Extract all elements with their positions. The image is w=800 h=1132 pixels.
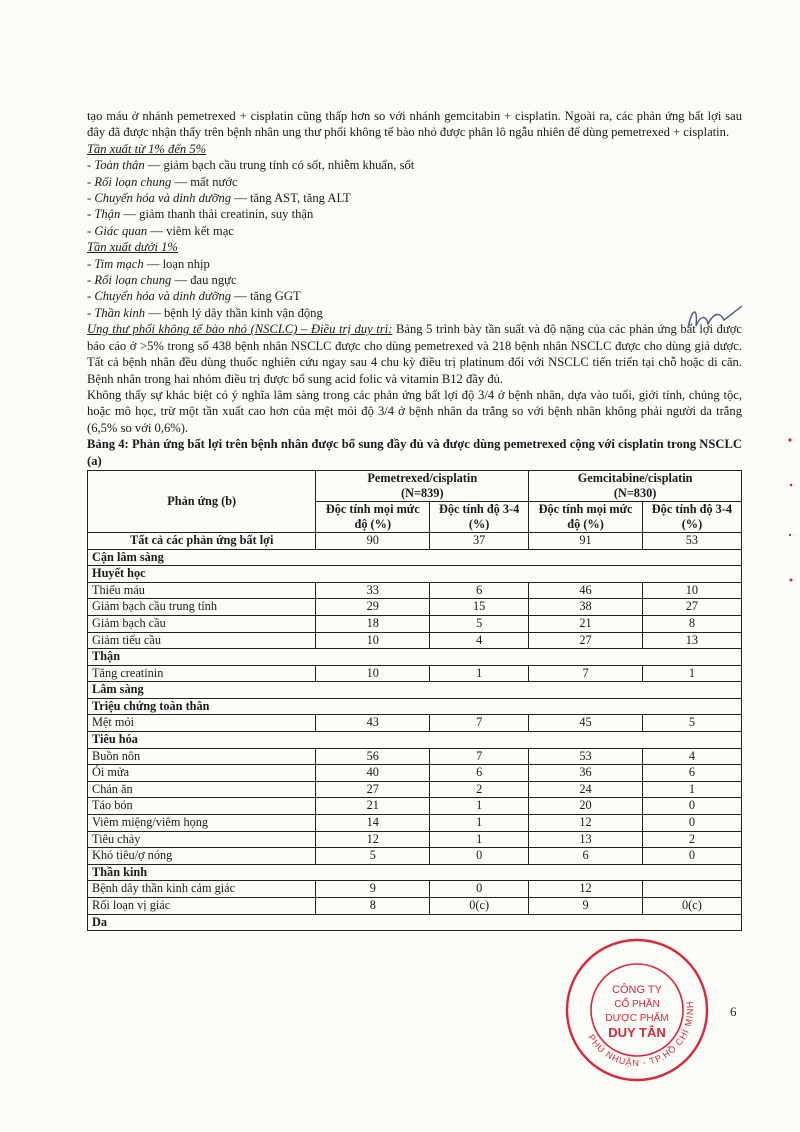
table-category-row [88, 732, 742, 749]
reaction-label: Rối loạn vị giác [88, 898, 316, 915]
value-cell: 21 [316, 798, 430, 815]
stamp-seal-icon [562, 935, 712, 1085]
value-cell: 0(c) [642, 898, 741, 915]
col-reaction-header: Phản ứng (b) [88, 470, 316, 532]
table-category-row [88, 549, 742, 566]
value-cell: 36 [529, 765, 643, 782]
company-stamp [562, 935, 712, 1085]
value-cell: 4 [430, 632, 529, 649]
sub-all-grades-2: Độc tính mọi mức độ (%) [529, 501, 643, 532]
freq-under-1-item-text: — tăng GGT [231, 289, 301, 304]
category-label: Thận [88, 649, 742, 666]
freq-1-5-item [87, 206, 742, 222]
category-label: Thần kinh [88, 864, 742, 881]
subgroup-paragraph: Không thấy sự khác biệt có ý nghĩa lâm sàng trong các phản ứng bất lợi độ 3/4 ở bệnh nhân, dựa vào tuổi, giới tính, chủng tộc, hoặc mô học, trừ một tần xuất cao hơn của mệt mỏi độ 3/4 ở bệnh nhân da trắng so với bệnh nhân không phải người da trắng (6,5% so với 0,6%). [87, 387, 742, 435]
value-cell: 1 [642, 665, 741, 682]
value-cell: 53 [642, 532, 741, 549]
reaction-label: Ói mửa [88, 765, 316, 782]
page-number: 6 [730, 1004, 737, 1019]
value-cell: 9 [529, 898, 643, 915]
value-cell: 7 [430, 715, 529, 732]
table-row [88, 881, 742, 898]
table-category-row [88, 864, 742, 881]
svg-text:PHÚ NHUẬN - TP.HỒ CHÍ MINH: PHÚ NHUẬN - TP.HỒ CHÍ MINH [586, 1000, 696, 1069]
group-gemcitabine-n: (N=830) [613, 485, 657, 500]
value-cell: 0 [642, 848, 741, 865]
reaction-label: Khó tiêu/ợ nóng [88, 848, 316, 865]
value-cell: 33 [316, 582, 430, 599]
value-cell: 9 [316, 881, 430, 898]
value-cell: 5 [430, 615, 529, 632]
value-cell: 10 [316, 632, 430, 649]
value-cell: 0(c) [430, 898, 529, 915]
freq-under-1-item-label: - Rối loạn chung [87, 273, 172, 288]
value-cell: 8 [642, 615, 741, 632]
svg-text:DƯỢC PHẨM: DƯỢC PHẨM [605, 1013, 669, 1024]
value-cell: 14 [316, 815, 430, 832]
sub-all-grades-1: Độc tính mọi mức độ (%) [316, 501, 430, 532]
reaction-label: Mệt mỏi [88, 715, 316, 732]
freq-under-1-item-text: — loạn nhịp [143, 256, 210, 271]
value-cell: 20 [529, 798, 643, 815]
table-row [88, 665, 742, 682]
value-cell: 29 [316, 599, 430, 616]
freq-1-5-section [87, 141, 742, 239]
value-cell: 5 [316, 848, 430, 865]
sub-grade34-1: Độc tính độ 3-4 (%) [430, 501, 529, 532]
freq-under-1-item [87, 256, 742, 272]
value-cell: 53 [529, 748, 643, 765]
value-cell: 0 [430, 881, 529, 898]
group-gemcitabine-name: Gemcitabine/cisplatin [577, 470, 693, 485]
reaction-label: Tất cả các phản ứng bất lợi [88, 532, 316, 549]
freq-1-5-list [87, 157, 742, 239]
value-cell: 6 [430, 765, 529, 782]
category-label: Triệu chứng toàn thân [88, 698, 742, 715]
freq-1-5-item-text: — mất nước [171, 174, 238, 189]
value-cell: 45 [529, 715, 643, 732]
value-cell: 6 [642, 765, 741, 782]
value-cell: 12 [316, 831, 430, 848]
reaction-label: Giảm bạch cầu trung tính [88, 599, 316, 616]
value-cell: 2 [642, 831, 741, 848]
value-cell: 2 [430, 781, 529, 798]
table-row [88, 715, 742, 732]
value-cell: 1 [430, 798, 529, 815]
intro-paragraph: tạo máu ở nhánh pemetrexed + cisplatin cũng thấp hơn so với nhánh gemcitabin + cisplatin. Ngoài ra, các phản ứng bất lợi sau đây đã được nhận thấy trên bệnh nhân ung thư phổi không tế bào nhỏ được phân lô ngẫu nhiên để dùng pemetrexed + cisplatin. [87, 109, 742, 140]
freq-1-5-item [87, 174, 742, 190]
table-row [88, 898, 742, 915]
value-cell: 40 [316, 765, 430, 782]
table-row [88, 599, 742, 616]
value-cell: 12 [529, 881, 643, 898]
value-cell: 43 [316, 715, 430, 732]
value-cell: 7 [529, 665, 643, 682]
value-cell: 56 [316, 748, 430, 765]
value-cell: 1 [430, 665, 529, 682]
reaction-label: Thiếu máu [88, 582, 316, 599]
table-row [88, 831, 742, 848]
group-pemetrexed-name: Pemetrexed/cisplatin [367, 470, 478, 485]
freq-under-1-item [87, 288, 742, 304]
value-cell: 0 [430, 848, 529, 865]
value-cell: 46 [529, 582, 643, 599]
table-title: Bảng 4: Phản ứng bất lợi trên bệnh nhân được bổ sung đầy đủ và được dùng pemetrexed cộng với cisplatin trong NSCLC (a) [87, 437, 742, 468]
table-category-row [88, 682, 742, 699]
value-cell: 15 [430, 599, 529, 616]
value-cell: 10 [642, 582, 741, 599]
table-row [88, 615, 742, 632]
reaction-label: Giảm tiểu cầu [88, 632, 316, 649]
svg-text:CÔNG TY: CÔNG TY [612, 984, 662, 996]
value-cell: 27 [316, 781, 430, 798]
freq-under-1-item-label: - Chuyển hóa và dinh dưỡng [87, 289, 232, 304]
reaction-label: Chán ăn [88, 781, 316, 798]
value-cell: 90 [316, 532, 430, 549]
category-label: Lâm sàng [88, 682, 742, 699]
freq-1-5-item-label: - Toàn thân [87, 158, 145, 173]
group-pemetrexed-header [316, 470, 529, 501]
value-cell: 38 [529, 599, 643, 616]
freq-1-5-item-label: - Giác quan [87, 223, 148, 238]
value-cell: 1 [642, 781, 741, 798]
table-category-row [88, 649, 742, 666]
value-cell: 18 [316, 615, 430, 632]
value-cell: 12 [529, 815, 643, 832]
value-cell: 1 [430, 831, 529, 848]
value-cell: 8 [316, 898, 430, 915]
freq-1-5-item-text: — giảm bạch cầu trung tính có sốt, nhiễm khuẩn, sốt [144, 158, 415, 173]
reaction-label: Tiêu chảy [88, 831, 316, 848]
svg-text:CỔ PHẦN: CỔ PHẦN [614, 999, 660, 1010]
group-gemcitabine-header [529, 470, 742, 501]
adverse-reactions-table [87, 470, 742, 931]
table-row [88, 632, 742, 649]
freq-under-1-item-text: — đau ngực [171, 273, 237, 288]
category-label: Da [88, 914, 742, 931]
table-category-row [88, 698, 742, 715]
value-cell: 24 [529, 781, 643, 798]
reaction-label: Táo bón [88, 798, 316, 815]
freq-under-1-section [87, 239, 742, 321]
freq-1-5-item-label: - Thận [87, 207, 121, 222]
table-row [88, 798, 742, 815]
freq-1-5-item-text: — giảm thanh thải creatinin, suy thận [120, 207, 314, 222]
table-row [88, 765, 742, 782]
table-row [88, 848, 742, 865]
value-cell: 0 [642, 798, 741, 815]
category-label: Tiêu hóa [88, 732, 742, 749]
freq-1-5-item-text: — viêm kết mạc [147, 223, 234, 238]
reaction-label: Tăng creatinin [88, 665, 316, 682]
table-category-row [88, 914, 742, 931]
freq-under-1-item [87, 305, 742, 321]
freq-under-1-item-label: - Thần kinh [87, 305, 146, 320]
value-cell: 5 [642, 715, 741, 732]
value-cell: 7 [430, 748, 529, 765]
margin-marks [785, 430, 797, 610]
freq-under-1-heading: Tần xuất dưới 1% [87, 240, 178, 255]
reaction-label: Viêm miệng/viêm họng [88, 815, 316, 832]
freq-under-1-list [87, 256, 742, 322]
value-cell: 13 [529, 831, 643, 848]
value-cell: 27 [529, 632, 643, 649]
category-label: Huyết học [88, 566, 742, 583]
table-row [88, 748, 742, 765]
svg-text:DUY TÂN: DUY TÂN [608, 1025, 666, 1040]
value-cell: 4 [642, 748, 741, 765]
value-cell: 37 [430, 532, 529, 549]
freq-1-5-item [87, 190, 742, 206]
signature-mark [680, 298, 750, 338]
group-pemetrexed-n: (N=839) [401, 485, 444, 500]
table-row [88, 781, 742, 798]
category-label: Cận lâm sàng [88, 549, 742, 566]
value-cell: 6 [529, 848, 643, 865]
value-cell: 91 [529, 532, 643, 549]
nsclc-heading: Ung thư phổi không tế bào nhỏ (NSCLC) – Điều trị duy trì: [87, 322, 393, 337]
table-row [88, 582, 742, 599]
value-cell: 27 [642, 599, 741, 616]
nsclc-text: Bảng 5 trình bày tần suất và độ nặng của các phản ứng bất lợi được báo cáo ở >5% trong số 438 bệnh nhân NSCLC được cho dùng pemetrexed và 218 bệnh nhân NSCLC được cho dùng giả dược. Tất cả bệnh nhân đều dùng thuốc nghiên cứu ngay sau 4 chu kỳ điều trị platinum đối với NSCLC tiến triển tại chỗ hoặc di căn. Bệnh nhân trong hai nhóm điều trị được bổ sung acid folic và vitamin B12 đầy đủ. [87, 322, 743, 386]
value-cell: 1 [430, 815, 529, 832]
sub-grade34-2: Độc tính độ 3-4 (%) [642, 501, 741, 532]
freq-under-1-item-label: - Tim mạch [87, 256, 144, 271]
reaction-label: Giảm bạch cầu [88, 615, 316, 632]
table-body [88, 532, 742, 930]
freq-1-5-heading: Tần xuất từ 1% đến 5% [87, 141, 207, 156]
freq-1-5-item [87, 157, 742, 173]
value-cell: 10 [316, 665, 430, 682]
value-cell: 0 [642, 815, 741, 832]
reaction-label: Buồn nôn [88, 748, 316, 765]
reaction-label: Bệnh dây thần kinh cảm giác [88, 881, 316, 898]
table-category-row [88, 566, 742, 583]
value-cell: 13 [642, 632, 741, 649]
nsclc-paragraph [87, 321, 742, 387]
freq-1-5-item-label: - Rối loạn chung [87, 174, 172, 189]
freq-1-5-item-text: — tăng AST, tăng ALT [231, 191, 351, 206]
value-cell: 6 [430, 582, 529, 599]
document-page [87, 108, 742, 931]
value-cell [642, 881, 741, 898]
table-row [88, 532, 742, 549]
freq-1-5-item [87, 223, 742, 239]
table-row [88, 815, 742, 832]
freq-1-5-item-label: - Chuyển hóa và dinh dưỡng [87, 191, 232, 206]
freq-under-1-item [87, 272, 742, 288]
value-cell: 21 [529, 615, 643, 632]
freq-under-1-item-text: — bệnh lý dây thần kinh vận động [145, 305, 323, 320]
